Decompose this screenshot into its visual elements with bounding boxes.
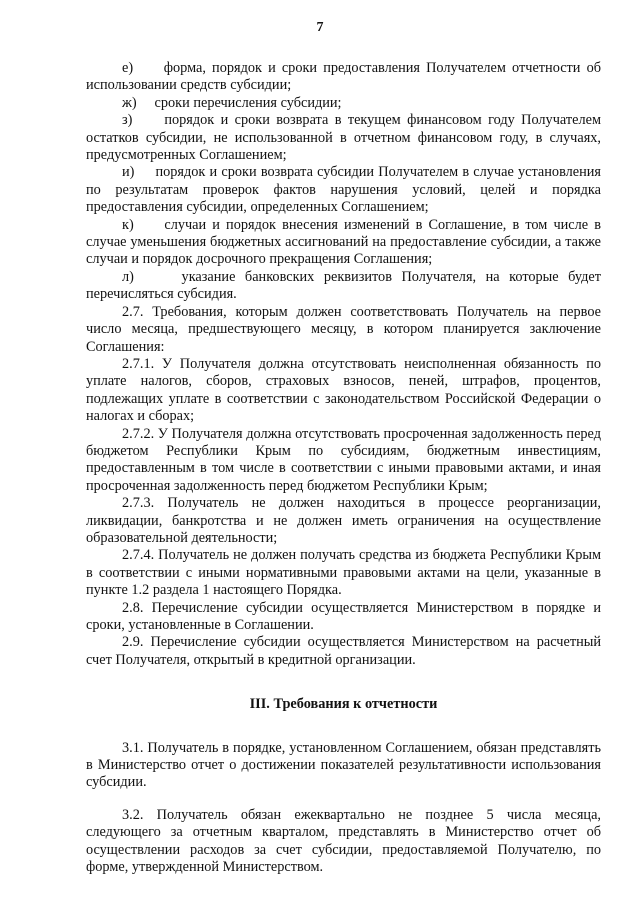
paragraph-3-1: 3.1. Получатель в порядке, установленном Соглашением, обязан представлять в Министерство отчет о достижении показателей результативности использования субсидии. <box>86 739 601 791</box>
list-marker: и) <box>122 164 135 181</box>
paragraph-3-2: 3.2. Получатель обязан ежеквартально не позднее 5 числа месяца, следующего за отчетным кварталом, представлять в Министерство отчет об осуществлении расходов за счет субсидии, предоставляемой Получателю, по форме, утвержденной Министерством. <box>86 806 601 876</box>
list-text: указание банковских реквизитов Получателя, на которые будет перечисляться субсидия. <box>86 268 602 303</box>
list-item-i <box>86 164 601 216</box>
paragraph-2-7-2: 2.7.2. У Получателя должна отсутствовать просроченная задолженность перед бюджетом Республики Крым по субсидиям, бюджетным инвестициям, предоставленным в том числе в соответствии с иными правовыми актами, и иная просроченная задолженность перед бюджетом Республики Крым; <box>86 425 601 494</box>
paragraph-2-9: 2.9. Перечисление субсидии осуществляется Министерством на расчетный счет Получателя, открытый в кредитной организации. <box>86 634 601 668</box>
list-text: порядок и сроки возврата в текущем финансовом году Получателем остатков субсидии, не использованной в отчетном финансовом году, в случаях, предусмотренных Соглашением; <box>86 112 601 164</box>
list-marker: з) <box>122 112 133 129</box>
list-text: форма, порядок и сроки предоставления Получателем отчетности об использовании средств субсидии; <box>86 60 601 94</box>
paragraph-spacer <box>86 792 601 807</box>
list-text: случаи и порядок внесения изменений в Соглашение, в том числе в случае уменьшения бюджетных ассигнований на предоставление субсидии, а также случаи и порядок досрочного прекращения Соглашения; <box>86 216 602 268</box>
paragraph-2-7-3: 2.7.3. Получатель не должен находиться в процессе реорганизации, ликвидации, банкротства и не должен иметь ограничения на осуществление образовательной деятельности; <box>86 495 601 546</box>
section-heading: III. Требования к отчетности <box>249 696 438 713</box>
paragraph-2-7-4: 2.7.4. Получатель не должен получать средства из бюджета Республики Крым в соответствии с иными нормативными правовыми актами на цели, указанные в пункте 1.2 раздела 1 настоящего Порядка. <box>86 547 601 599</box>
paragraph-2-8: 2.8. Перечисление субсидии осуществляется Министерством в порядке и сроки, установленные в Соглашении. <box>86 599 601 633</box>
list-marker: к) <box>122 216 134 233</box>
list-item-l <box>86 269 601 304</box>
list-text: порядок и сроки возврата субсидии Получателем в случае установления по результатам проверок фактов нарушения условий, целей и порядка предоставления субсидии, определенных Соглашением; <box>86 164 601 216</box>
list-marker: л) <box>122 268 134 285</box>
list-item-zh <box>86 95 601 112</box>
document-body <box>86 60 601 876</box>
list-item-k <box>86 217 601 269</box>
list-item-e <box>86 60 601 95</box>
page-number: 7 <box>316 20 324 35</box>
list-item-z <box>86 112 601 164</box>
paragraph-2-7: 2.7. Требования, которым должен соответствовать Получатель на первое число месяца, предшествующего месяцу, в котором планируется заключение Соглашения: <box>86 303 601 355</box>
list-marker: е) <box>122 60 134 76</box>
list-marker: ж) <box>122 94 137 111</box>
list-text: сроки перечисления субсидии; <box>154 94 342 111</box>
paragraph-2-7-1: 2.7.1. У Получателя должна отсутствовать неисполненная обязанность по уплате налогов, сборов, страховых взносов, пеней, штрафов, процентов, подлежащих уплате в соответствии с законодательством Российской Федерации о налогах и сборах; <box>86 355 601 425</box>
